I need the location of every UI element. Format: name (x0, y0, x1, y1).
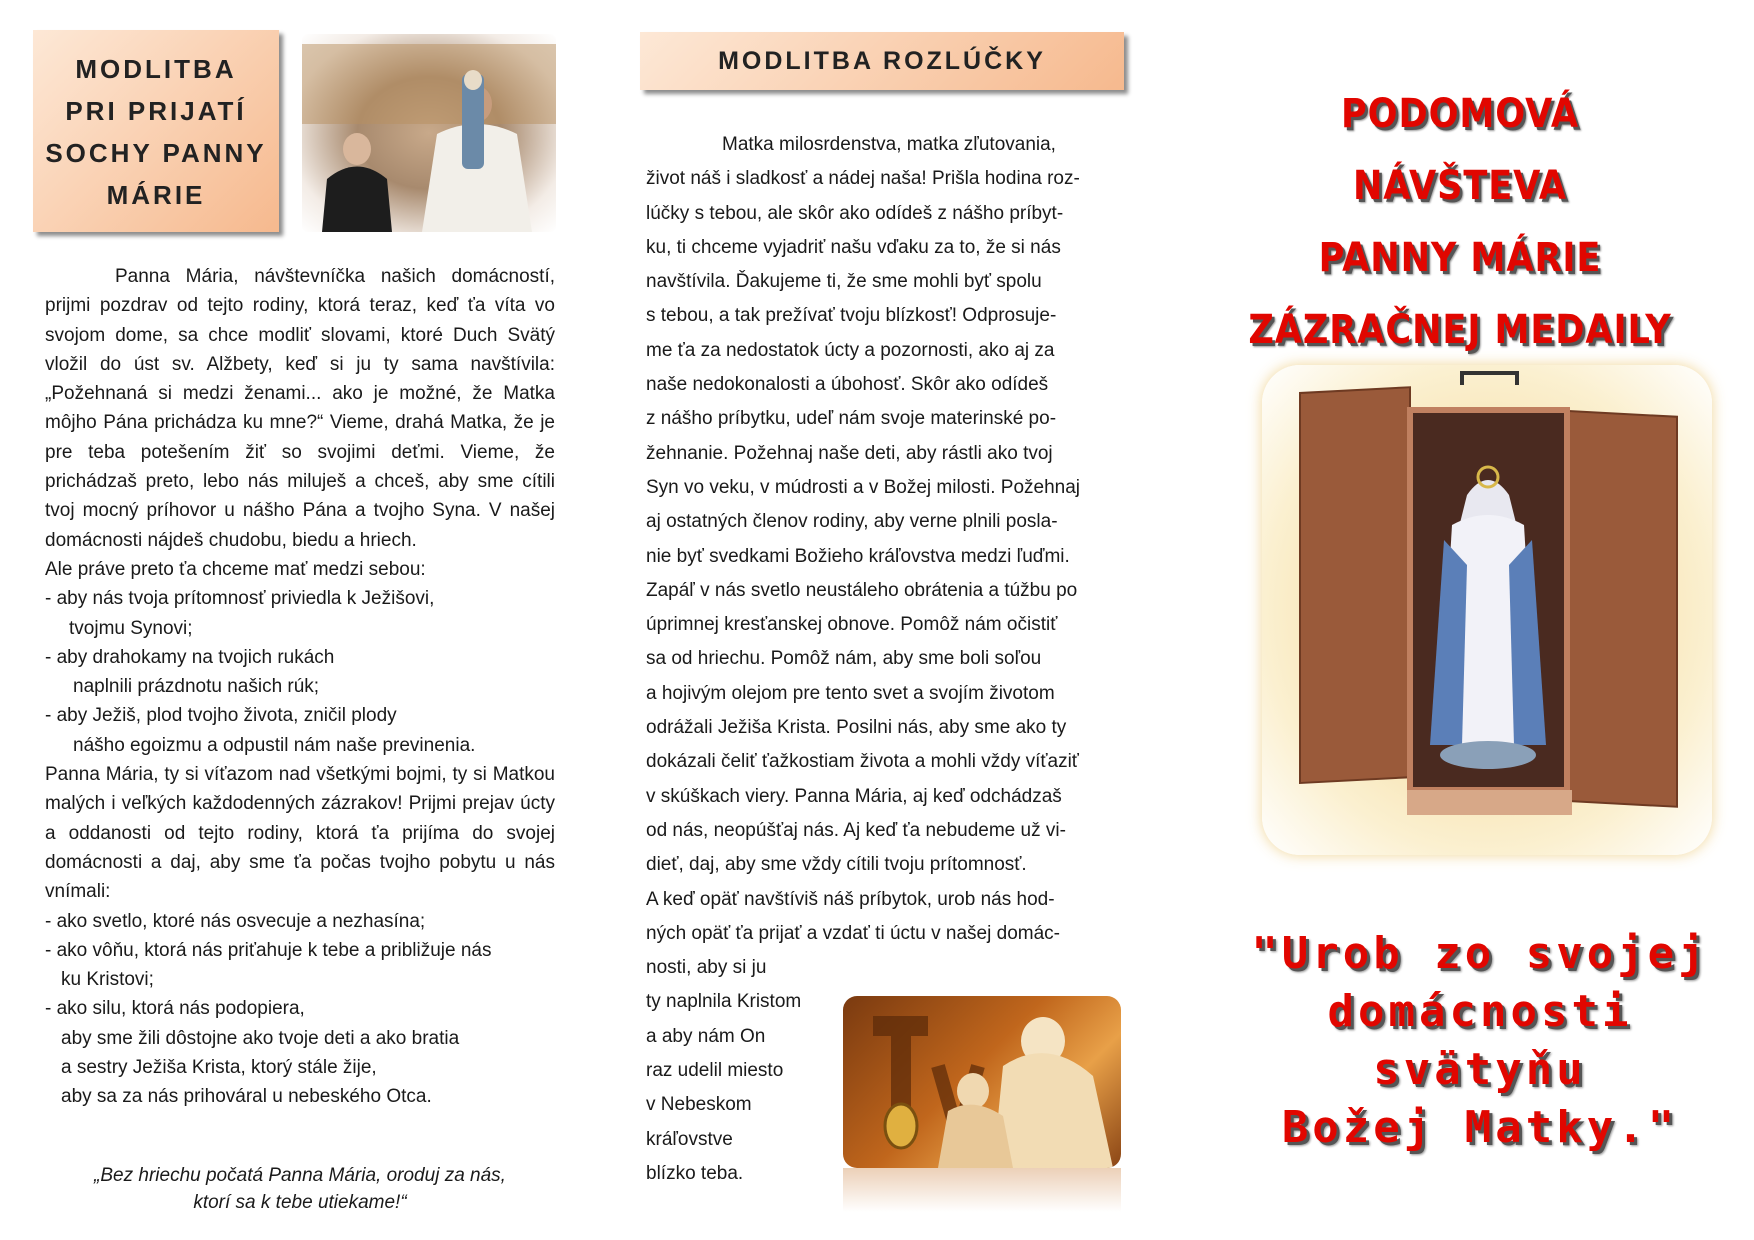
farewell-line: Zapáľ v nás svetlo neustáleho obrátenia a túžbu po (646, 579, 1078, 601)
bullet-item (45, 994, 555, 1111)
farewell-line: Syn vo veku, v múdrosti a v Božej milosti. Požehnaj (646, 476, 1081, 498)
priests-illustration (302, 34, 556, 232)
farewell-line: s tebou, a tak prežívať tvoju blízkosť! Odprosuje- (646, 305, 1057, 327)
farewell-line: A keď opäť navštíviš náš príbytok, urob nás hod- (646, 888, 1055, 910)
priests-photo (302, 34, 556, 232)
closing-line: ktorí sa k tebe utiekame!“ (193, 1192, 407, 1213)
bullet-text: - aby Ježiš, plod tvojho života, zničil plody (45, 705, 397, 727)
farewell-line: navštívila. Ďakujeme ti, že sme mohli byť spolu (646, 271, 1042, 293)
title-line: MÁRIE (106, 180, 206, 210)
farewell-line: kráľovstve (646, 1128, 733, 1150)
bullet-item (45, 701, 555, 760)
bullet-text: - ako svetlo, ktoré nás osvecuje a nezhasína; (45, 910, 426, 932)
bullet-text: - aby nás tvoja prítomnosť priviedla k Ježišovi, (45, 588, 435, 610)
brochure-title-line: PODOMOVÁ NÁVŠTEVA (1340, 91, 1580, 209)
farewell-line: lúčky s tebou, ale skôr ako odídeš z nášho príbyt- (646, 202, 1064, 224)
farewell-line: sa od hriechu. Pomôž nám, aby sme boli soľou (646, 648, 1042, 670)
farewell-line: úprimnej kresťanskej obnove. Pomôž nám očistiť (646, 614, 1058, 636)
prayer-line: Ale práve preto ťa chceme mať medzi sebou: (45, 558, 426, 580)
farewell-line: Matka milosrdenstva, matka zľutovania, (722, 134, 1056, 155)
farewell-line: nosti, aby si ju (646, 957, 767, 979)
prayer-title-box (33, 30, 279, 232)
farewell-line: nie byť svedkami Božieho kráľovstva medzi ľuďmi. (646, 545, 1070, 567)
farewell-line: ných opäť ťa prijať a vzdať ti úctu v našej domác- (646, 922, 1060, 944)
farewell-line: v skúškach viery. Panna Mária, aj keď odchádzaš (646, 785, 1062, 807)
tail-line: a sestry Ježiša Krista, ktorý stále žije, (61, 1057, 377, 1079)
farewell-line: žehnanie. Požehnaj naše deti, aby rástli ako tvoj (646, 442, 1053, 464)
farewell-line: blízko teba. (646, 1162, 744, 1184)
farewell-line: v Nebeskom (646, 1094, 752, 1116)
bullet-text: - ako silu, ktorá nás podopiera, (45, 998, 305, 1020)
farewell-title-box (640, 32, 1124, 90)
bullet-item (45, 584, 555, 643)
farewell-title: MODLITBA ROZLÚČKY (718, 47, 1046, 75)
motto-line: Božej Matky." (1281, 1102, 1679, 1153)
farewell-line: odrážali Ježiša Krista. Posilni nás, aby sme ako ty (646, 717, 1067, 739)
title-line: PRI PRIJATÍ (65, 96, 247, 126)
motto-line: "Urob zo svojej (1251, 928, 1709, 979)
brochure-title-line: ZÁZRAČNEJ MEDAILY (1248, 307, 1672, 353)
closing-line: „Bez hriechu počatá Panna Mária, oroduj za nás, (94, 1165, 506, 1186)
bullet-item (45, 936, 555, 995)
bullet-continuation: naplnili prázdnotu našich rúk; (73, 676, 320, 698)
farewell-line: a aby nám On (646, 1025, 766, 1047)
brochure-title-line: PANNY MÁRIE (1318, 235, 1602, 281)
farewell-line: ty naplnila Kristom (646, 991, 802, 1013)
farewell-line: aj ostatných členov rodiny, aby verne plnili posla- (646, 511, 1058, 533)
farewell-line: naše nedokonalosti a úbohosť. Skôr ako odídeš (646, 374, 1049, 396)
motto-quote (1230, 925, 1730, 1157)
farewell-line: život náš i sladkosť a nádej naša! Prišla hodina roz- (646, 168, 1080, 190)
prayer-paragraph: Panna Mária, návštevníčka našich domácností, prijmi pozdrav od tejto rodiny, ktorá teraz, keď ťa víta vo svojom dome, sa chce modliť slovami, ktoré Duch Svätý vložil do úst sv. Alžbety, keď si ju ty sama navštívila: „Požehnaná si medzi ženami... ako je možné, že Matka môjho Pána prichádza ku mne?“ Vieme, drahá Matka, že je pre teba potešením žiť so svojimi deťmi. Vieme, že prichádzaš preto, lebo nás miluješ a chceš, aby sme cítili tvoj mocný príhovor u nášho Pána a tvojho Syna. V našej domácnosti nájdeš chudobu, biedu a hriech. (45, 266, 555, 551)
farewell-line: me ťa za nedostatok úcty a pozornosti, ako aj za (646, 339, 1055, 361)
bullet-continuation: ku Kristovi; (61, 969, 154, 991)
farewell-line: a hojivým olejom pre tento svet a svojím životom (646, 682, 1055, 704)
bullet-item (45, 643, 555, 702)
apparition-illustration (843, 996, 1121, 1168)
bullet-item (45, 907, 555, 936)
farewell-line: ku, ti chceme vyjadriť našu vďaku za to, že si nás (646, 236, 1061, 258)
farewell-line: raz udelil miesto (646, 1060, 784, 1082)
closing-invocation (45, 1162, 555, 1216)
reception-prayer (45, 262, 555, 1112)
bullet-text: - ako vôňu, ktorá nás priťahuje k tebe a približuje nás (45, 939, 492, 961)
farewell-line: dieť, daj, aby sme vždy cítili tvoju prítomnosť. (646, 854, 1027, 876)
tail-line: aby sa za nás prihováral u nebeského Otca. (61, 1086, 432, 1108)
prayer-paragraph: Panna Mária, ty si víťazom nad všetkými bojmi, ty si Matkou malých i veľkých každodenných zázrakov! Prijmi prejav úcty a oddanosti od tejto rodiny, ktorá ťa prijíma do svojej domácnosti a daj, aby sme ťa počas tvojho pobytu u nás vnímali: (45, 764, 555, 903)
title-line: MODLITBA (75, 54, 237, 84)
farewell-line: od nás, neopúšťaj nás. Aj keď ťa nebudeme už vi- (646, 819, 1066, 841)
farewell-line: z nášho príbytku, udeľ nám svoje materinské po- (646, 408, 1057, 430)
apparition-photo-reflection (843, 1168, 1121, 1212)
brochure-title (1231, 78, 1689, 366)
farewell-line: dokázali čeliť ťažkostiam života a mohli vždy víťaziť (646, 751, 1079, 773)
bullet-text: - aby drahokamy na tvojich rukách (45, 646, 335, 668)
bullet-continuation: tvojmu Synovi; (69, 617, 193, 639)
bullet-continuation: nášho egoizmu a odpustil nám naše previnenia. (73, 734, 476, 756)
statue-shrine-illustration (1262, 365, 1712, 855)
motto-line: domácnosti (1327, 986, 1633, 1037)
bullet-continuation: aby sme žili dôstojne ako tvoje deti a ako bratia (61, 1027, 460, 1049)
apparition-photo (843, 996, 1121, 1168)
motto-line: svätyňu (1373, 1044, 1587, 1095)
title-line: SOCHY PANNY (45, 138, 267, 168)
statue-photo (1262, 365, 1712, 855)
